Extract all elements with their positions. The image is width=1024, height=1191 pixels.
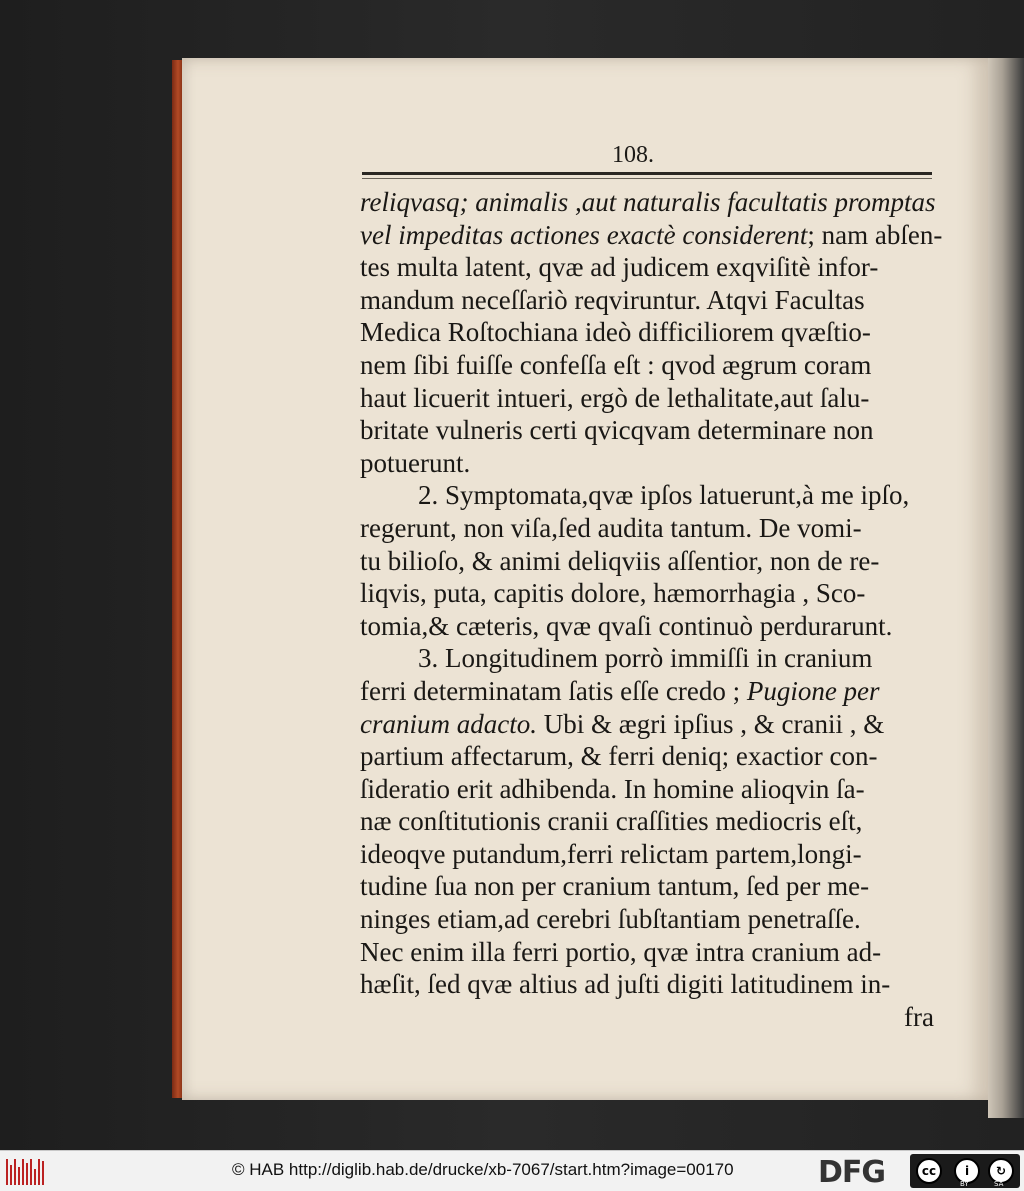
roman-text: nem ſibi fuiſſe confeſſa eſt : qvod ægrum coram [360,349,872,380]
roman-text: Ubi & ægri ipſius , & cranii , & [536,708,885,739]
text-line [360,838,940,871]
text-line [360,642,940,675]
text-line [360,251,940,284]
roman-text: Nec enim illa ferri portio, qvæ intra cranium ad- [360,936,882,967]
roman-text: mandum neceſſariò reqviruntur. Atqvi Facultas [360,284,865,315]
italic-text: Pugione per [746,675,880,706]
roman-text: partium affectarum, & ferri deniq; exactior con- [360,741,878,772]
text-line [360,219,943,252]
roman-text: ; nam abſen- [807,219,943,250]
roman-text: hæſit, ſed qvæ altius ad juſti digiti latitudinem in- [360,969,891,1000]
text-line [360,186,940,219]
text-line [360,284,940,317]
text-line [360,903,940,936]
cc-license-badge[interactable] [910,1154,1020,1188]
roman-text: ferri determinatam ſatis eſſe credo ; [360,675,747,706]
roman-text: tes multa latent, qvæ ad judicem exqviſitè infor- [360,252,879,283]
text-line [360,447,940,480]
dfg-logo[interactable]: DFG [818,1155,886,1190]
citation-link[interactable]: © HAB http://diglib.hab.de/drucke/xb-7067/start.htm?image=00170 [232,1160,734,1179]
roman-text: tu bilioſo, & animi deliqviis aſſentior, non de re- [360,545,880,576]
cc-icon: cc [916,1158,942,1184]
text-line [360,805,940,838]
header-rule-thin [362,178,932,179]
roman-text: britate vulneris certi qvicqvam determinare non [360,415,874,446]
by-label: BY [960,1180,969,1188]
roman-text: ideoqve putandum,ferri relictam partem,longi- [360,838,862,869]
italic-text: vel impeditas actiones exactè considerent [360,219,808,250]
catchword: fra [904,1001,934,1032]
text-line [360,512,940,545]
text-line [360,577,940,610]
hab-logo[interactable] [6,1157,46,1185]
book-edge [172,60,182,1098]
text-line [360,610,940,643]
text-line [360,316,940,349]
text-line [360,545,940,578]
roman-text: ninges etiam,ad cerebri ſubſtantiam penetraſſe. [360,904,861,935]
header-rule [362,172,932,175]
roman-text: ſideratio erit adhibenda. In homine alioqvin ſa- [360,773,865,804]
roman-text: 3. Longitudinem porrò immiſſi in cranium [418,643,873,674]
text-line [360,936,940,969]
text-line [360,968,940,1001]
roman-text: liqvis, puta, capitis dolore, hæmorrhagia , Sco- [360,578,866,609]
viewer-footer [0,1150,1024,1191]
text-line [360,414,940,447]
roman-text: tudine ſua non per cranium tantum, ſed per me- [360,871,870,902]
text-line [360,675,940,708]
text-line [360,870,940,903]
roman-text: potuerunt. [360,447,471,478]
attribution-icon: i [954,1158,980,1184]
italic-text: reliqvasq; animalis ,aut naturalis facultatis promptas [360,187,936,217]
sa-label: SA [994,1180,1004,1188]
text-line [360,773,940,806]
text-line [360,479,940,512]
roman-text: 2. Symptomata,qvæ ipſos latuerunt,à me ipſo, [418,480,910,511]
roman-text: tomia,& cæteris, qvæ qvaſi continuò perdurarunt. [360,610,893,641]
roman-text: Medica Roſtochiana ideò difficiliorem qvæſtio- [360,317,871,348]
roman-text: næ conſtitutionis cranii craſſities mediocris eſt, [360,806,863,837]
share-alike-icon: ↻ [988,1158,1014,1184]
page-body-text [360,186,943,1033]
text-line [360,382,940,415]
page-gutter [988,58,1024,1118]
page-number: 108. [612,142,654,168]
italic-text: cranium adacto. [360,708,537,739]
text-line [360,740,940,773]
text-line [360,349,940,382]
roman-text: haut licuerit intueri, ergò de lethalitate,aut ſalu- [360,382,870,413]
roman-text: regerunt, non viſa,ſed audita tantum. De vomi- [360,512,862,543]
text-line [360,708,940,741]
